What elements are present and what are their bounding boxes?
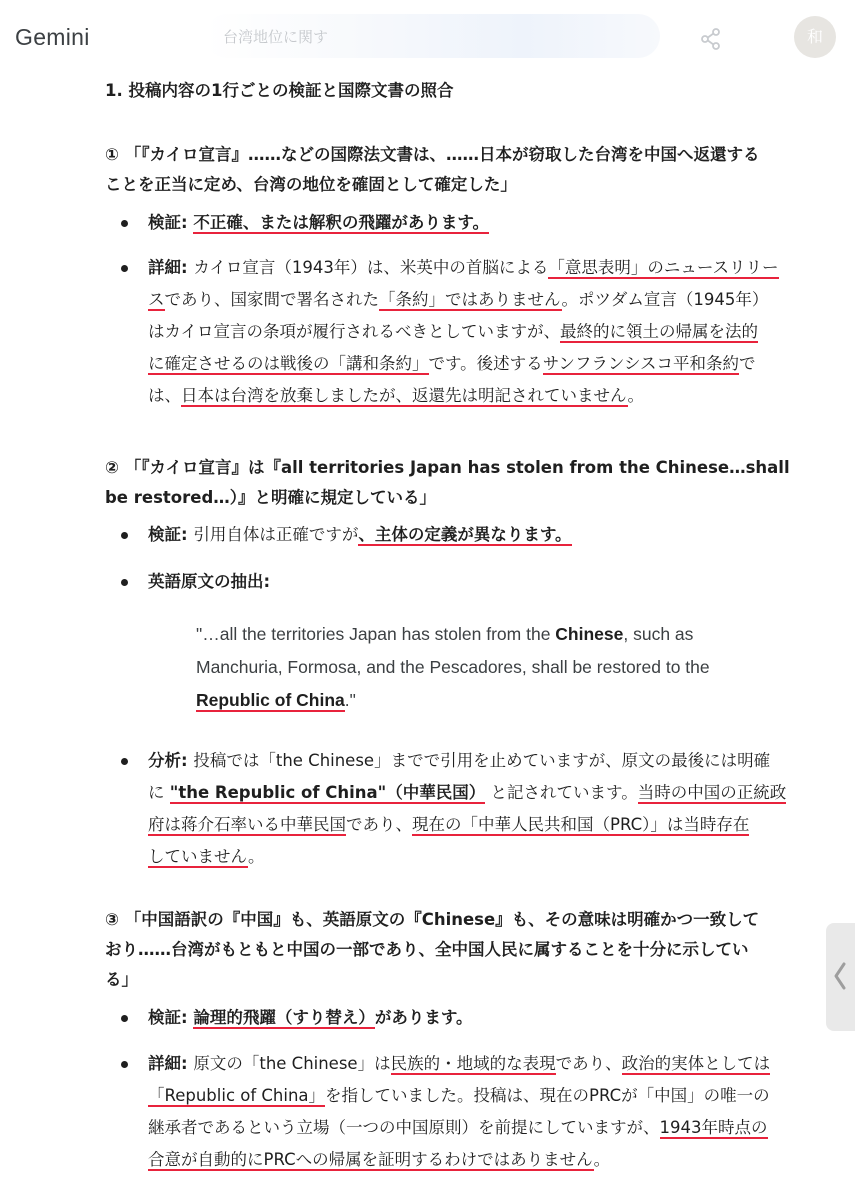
highlight: していません [148, 847, 248, 866]
verify-text: 不正確、または解釈の飛躍があります。 [193, 213, 490, 232]
response-content [0, 74, 855, 1200]
highlight: 政治的実体としては [621, 1054, 771, 1073]
detail-text: であり、国家間で署名された [164, 290, 379, 309]
conversation-title: 台湾地位に関す [223, 28, 329, 46]
bullet [121, 220, 128, 227]
highlight: サンフランシスコ平和条約 [542, 354, 739, 373]
detail-text: であり、 [555, 1054, 622, 1073]
highlight: 「Republic of China」 [148, 1086, 326, 1105]
highlight: 府は蒋介石率いる中華民国 [148, 815, 346, 834]
detail-text: 。ポツダム宣言（1945年） [561, 290, 769, 309]
bullet [121, 1015, 128, 1022]
analysis-line-2 [148, 779, 786, 807]
detail-1-line-4 [148, 350, 755, 378]
verify-text: 引用自体は正確ですが [193, 525, 359, 544]
detail-3-line-3 [148, 1114, 768, 1142]
bullet [121, 265, 128, 272]
detail-text: 。 [627, 386, 644, 405]
avatar[interactable]: 和 [794, 16, 836, 58]
detail-1-line-2 [148, 286, 768, 314]
highlight: 合意が自動的にPRCへの帰属を証明するわけではありません [148, 1150, 594, 1169]
highlight: 日本は台湾を放棄しましたが、返還先は明記されていません [181, 386, 628, 405]
app-logo[interactable]: Gemini [15, 24, 90, 50]
verify-label: 検証: [148, 213, 194, 232]
detail-3-line-4 [148, 1146, 610, 1174]
verify-1 [148, 209, 489, 237]
claim-1-line-2: ことを正当に定め、台湾の地位を確固として確定した」 [105, 175, 517, 194]
side-panel-toggle[interactable] [826, 923, 855, 1031]
highlight: 、主体の定義が異なります。 [358, 525, 572, 544]
highlight: 民族的・地域的な表現 [390, 1054, 556, 1073]
claim-2-line-2: be restored…）』と明確に規定している」 [105, 488, 437, 507]
detail-label: 詳細: [148, 258, 194, 277]
quote-line-3 [196, 686, 356, 714]
detail-text: で [738, 354, 756, 373]
extract-label: 英語原文の抽出: [148, 572, 271, 591]
analysis-text: 。 [248, 847, 265, 866]
analysis-line-1 [148, 747, 770, 775]
verify-text: があります。 [374, 1008, 473, 1027]
detail-text: 原文の「the Chinese」は [193, 1054, 391, 1073]
analysis-text: 投稿では「the Chinese」までで引用を止めていますが、原文の最後には明確 [193, 751, 771, 770]
verify-label: 検証: [148, 1008, 194, 1027]
highlight: 論理的飛躍（すり替え） [193, 1008, 375, 1027]
detail-text: です。後述する [428, 354, 543, 373]
detail-text: カイロ宣言（1943年）は、米英中の首脳による [193, 258, 549, 277]
claim-3-line-2: おり……台湾がもともと中国の一部であり、全中国人民に属することを十分に示してい [105, 940, 749, 959]
quote-text: "…all the territories Japan has stolen from the [196, 624, 556, 644]
claim-3-line-1: ③ 「中国語訳の『中国』も、英語原文の『Chinese』も、その意味は明確かつ一致して [105, 910, 760, 929]
detail-text: 。 [593, 1150, 611, 1169]
detail-text: はカイロ宣言の条項が履行されるべきとしていますが、 [148, 322, 561, 341]
section-heading: 1. 投稿内容の1行ごとの検証と国際文書の照合 [105, 81, 454, 100]
detail-text: 継承者であるという立場（一つの中国原則）を前提にしていますが、 [148, 1118, 660, 1137]
detail-text: を指していました。投稿は、現在のPRCが「中国」の唯一の [325, 1086, 770, 1105]
verify-3 [148, 1004, 473, 1032]
quote-text: ." [344, 690, 356, 710]
highlight: 現在の「中華人民共和国（PRC）」は当時存在 [412, 815, 750, 834]
analysis-label: 分析: [148, 751, 194, 770]
claim-3-line-3: る」 [105, 970, 138, 989]
quote-emphasis: Chinese [555, 624, 624, 644]
chevron-left-icon [832, 961, 848, 991]
detail-label: 詳細: [148, 1054, 194, 1073]
detail-3-line-2 [148, 1082, 770, 1110]
bullet [121, 532, 128, 539]
highlight: 「条約」ではありません [379, 290, 562, 309]
highlight: 「意思表明」のニュースリリー [548, 258, 779, 277]
analysis-text: であり、 [346, 815, 412, 834]
detail-1-line-5 [148, 382, 644, 410]
quote-line-2: Manchuria, Formosa, and the Pescadores, shall be restored to the [196, 657, 710, 677]
highlight: ス [148, 290, 165, 309]
top-bar [0, 0, 855, 74]
highlight: "the Republic of China"（中華民国） [169, 783, 486, 802]
detail-text: は、 [148, 386, 181, 405]
verify-label: 検証: [148, 525, 194, 544]
highlight: 当時の中国の正統政 [637, 783, 787, 802]
analysis-line-4 [148, 843, 265, 871]
detail-1-line-3 [148, 318, 758, 346]
highlight: 1943年時点の [659, 1118, 768, 1137]
share-icon[interactable] [698, 26, 724, 52]
claim-2-line-1: ② 「『カイロ宣言』は『all territories Japan has stolen from the Chinese…shall [105, 458, 790, 477]
analysis-line-3 [148, 811, 749, 839]
detail-1-line-1 [148, 254, 779, 282]
analysis-text: と記されています。 [485, 783, 638, 802]
conversation-title-pill[interactable] [205, 14, 660, 58]
verify-2 [148, 521, 572, 549]
bullet [121, 1061, 128, 1068]
claim-1-line-1: ① 「『カイロ宣言』……などの国際法文書は、……日本が窃取した台湾を中国へ返還する [105, 145, 760, 164]
analysis-text: に [148, 783, 170, 802]
highlight: 最終的に領土の帰属を法的 [560, 322, 759, 341]
bullet [121, 758, 128, 765]
bullet [121, 579, 128, 586]
quote-emphasis: Republic of China [196, 690, 345, 710]
quote-line-1 [196, 620, 693, 648]
highlight: に確定させるのは戦後の「講和条約」 [148, 354, 429, 373]
detail-3-line-1 [148, 1050, 770, 1078]
quote-text: , such as [623, 624, 694, 644]
